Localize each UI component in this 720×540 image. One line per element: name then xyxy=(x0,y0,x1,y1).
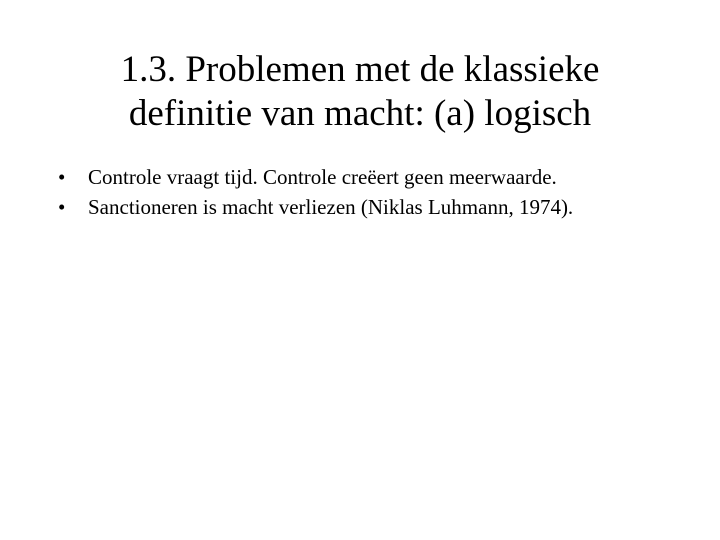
slide-title xyxy=(40,48,680,135)
bullet-item-1 xyxy=(58,162,573,192)
slide-title-line-2: definitie van macht: (a) logisch xyxy=(128,92,592,134)
slide-title-line-1: 1.3. Problemen met de klassieke xyxy=(120,49,600,90)
bullet-item-2 xyxy=(58,192,573,222)
bullet-dot-icon: • xyxy=(58,195,66,219)
bullet-dot-icon: • xyxy=(58,165,66,189)
bullet-text-1: Controle vraagt tijd. Controle creëert geen meerwaarde. xyxy=(88,165,557,189)
bullet-text-2: Sanctioneren is macht verliezen (Niklas Luhmann, 1974). xyxy=(88,195,574,219)
bullet-list xyxy=(58,162,573,222)
